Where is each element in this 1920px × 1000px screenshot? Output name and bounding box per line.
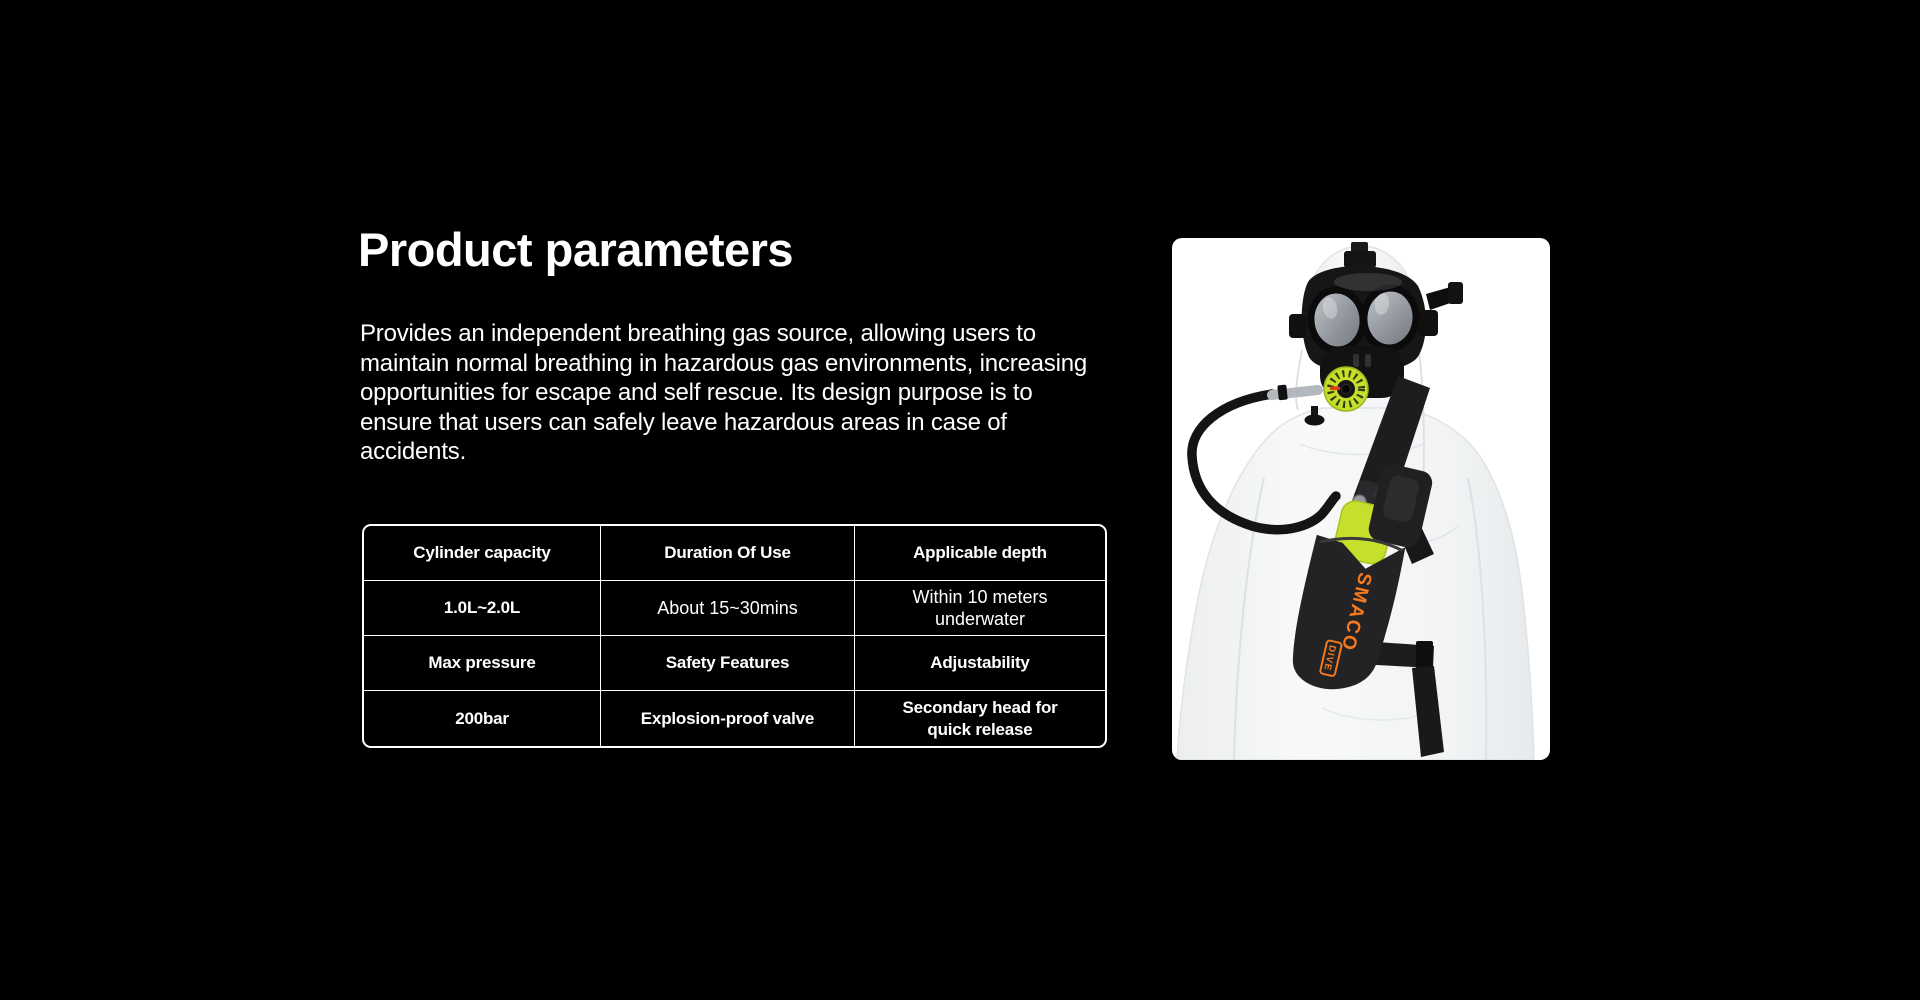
product-image-panel xyxy=(1172,238,1550,760)
product-description-text: Provides an independent breathing gas source, allowing users to maintain normal breathing in hazardous gas environments, increasing opportunities for escape and self rescue. Its design purpose is to ensure that users can safely leave hazardous areas in case of accidents. xyxy=(360,320,1088,465)
spec-cell-max-pressure-value: 200bar xyxy=(364,691,601,746)
page-title: Product parameters xyxy=(358,223,794,276)
spec-cell-adjustability-label: Adjustability xyxy=(855,636,1105,691)
spec-cell-depth-label: Applicable depth xyxy=(855,526,1105,581)
spec-cell-adjustability-value: Secondary head for quick release xyxy=(902,698,1058,739)
spec-table xyxy=(362,524,1107,748)
spec-cell-depth-value: Within 10 meters underwater xyxy=(855,581,1105,636)
spec-cell-duration-label: Duration Of Use xyxy=(601,526,855,581)
brand-sub-text: DIVE xyxy=(1321,643,1338,672)
regulator-brand-mark xyxy=(1330,387,1340,391)
spec-cell-duration-value: About 15~30mins xyxy=(601,581,855,636)
regulator xyxy=(1324,367,1368,411)
mask-cord-left xyxy=(1296,350,1302,410)
mannequin-scuba-illustration xyxy=(1172,238,1550,760)
spec-cell-max-pressure-label: Max pressure xyxy=(364,636,601,691)
spec-cell-safety-features-label: Safety Features xyxy=(601,636,855,691)
brand-text: SMACO xyxy=(1336,570,1376,654)
spec-cell-safety-features-value: Explosion-proof valve xyxy=(601,691,855,746)
spec-cell-cylinder-capacity-value: 1.0L~2.0L xyxy=(364,581,601,636)
spec-cell-cylinder-capacity-label: Cylinder capacity xyxy=(364,526,601,581)
